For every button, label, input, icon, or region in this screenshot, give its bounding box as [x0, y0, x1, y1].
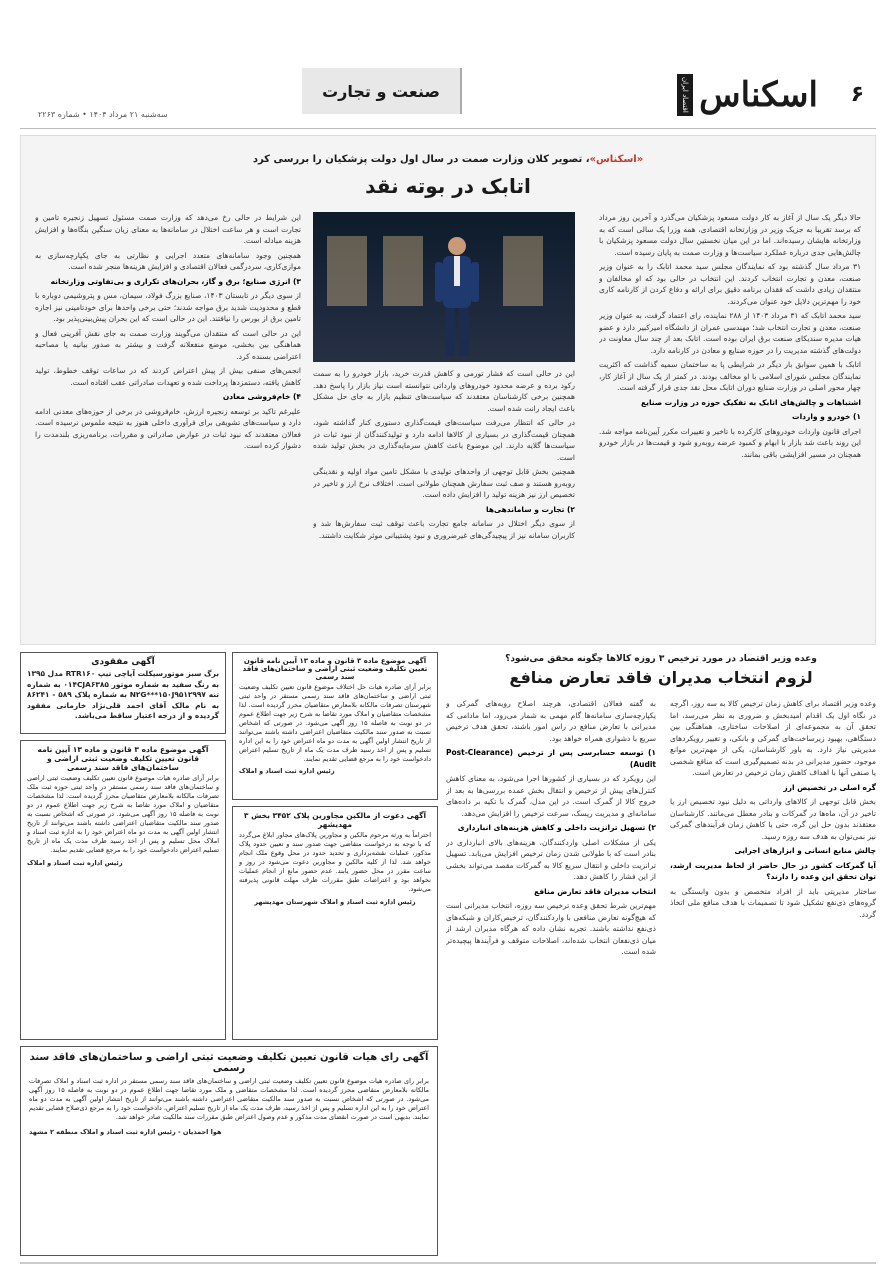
subheading: ۱) توسعه حسابرسی پس از ترخیص (Post-Clearance Audit)	[446, 748, 656, 769]
story-column-left	[35, 212, 301, 637]
ad-title: آگهی مفقودی	[91, 657, 155, 667]
section-title: صنعت و تجارت	[302, 68, 462, 114]
lost-document-ad	[20, 652, 226, 734]
subheading: گره اصلی در تخصیص ارز	[783, 782, 876, 792]
paragraph: به گفته فعالان اقتصادی، هرچند اصلاح رویه‌های گمرکی و یکپارچه‌سازی سامانه‌ها گام مهمی به شمار می‌رود، اما مادامی که مدیرانی با تعارض منافع در راس امور باشند، تحقق هدف ترخیص سریع با دشواری همراه خواهد بود.	[446, 699, 656, 743]
minister-figure	[433, 232, 481, 360]
story-headline: اتابک در بوته نقد	[365, 174, 531, 198]
ad-signature: رئیس اداره ثبت اسناد و املاک شهرستان مهدیشهر	[254, 898, 416, 906]
subheading: آیا گمرکات کشور در حال حاضر از لحاظ مدیریت ارشد، توان تحقق این وعده را دارند؟	[670, 860, 876, 881]
registry-notice-ad-2	[232, 652, 438, 800]
paragraph: این در حالی است که منتقدان می‌گویند وزارت صمت به جای نقش آفرینی فعال و هماهنگی بین بخشی، موضع منفعلانه گرفت و بیشتر به صدور بیانیه یا مصاحبه اعتراضی بسنده کرد.	[35, 328, 301, 361]
paragraph: اجرای قانون واردات خودروهای کارکرده با تاخیر و تغییرات مکرر آیین‌نامه مواجه شد. این روند باعث شد بازار با ابهام و کمبود عرضه روبه‌رو شود و قیمت‌ها در بازار خودرو همچنان در مسیر افزایشی باقی بمانند.	[599, 426, 861, 459]
paragraph: اتابک با همین سوابق بار دیگر در شرایطی پا به ساختمان سمیه گذاشت که اکثریت نمایندگان مجلس شورای اسلامی با او مخالف بودند. در کمتر از یک سال از آغاز کار، چهار محور اصلی در وزارت صنایع دوران اتابک محل نقد جدی قرار گرفته است.	[599, 360, 861, 392]
page-number: ۶	[850, 82, 864, 107]
registry-notice-ad	[20, 740, 226, 1040]
kicker-brand: «اسکناس»	[589, 154, 644, 165]
paragraph: علیرغم تاکید بر توسعه زنجیره ارزش، خام‌فروشی در برخی از حوزه‌های معدنی ادامه دارد و سیاست‌های تشویقی برای فرآوری داخلی هنوز به نتیجه ملموس نرسیده است. فعالان معتقدند که نبود ثبات در عوارض صادراتی و مقررات، برنامه‌ریزی بلندمدت را دشوار کرده است.	[35, 406, 301, 450]
story-photo	[313, 212, 575, 362]
subheading: انتخاب مدیران فاقد تعارض منافع	[534, 886, 656, 896]
story-column-right	[599, 212, 861, 637]
story-kicker: وعده وزیر اقتصاد در مورد ترخیص ۳ روزه کالاها چگونه محقق می‌شود؟	[505, 654, 817, 664]
paragraph: انجمن‌های صنفی بیش از پیش اعتراض کردند که در ساعات توقف خطوط، تولید کاهش یافته، دستمزدها پرداخت شده و تعهدات صادراتی عقب افتاده است.	[35, 366, 301, 387]
paragraph: همچنین بخش قابل توجهی از واحدهای تولیدی با مشکل تامین مواد اولیه و نقدینگی روبه‌رو هستند و صف ثبت سفارش همچنان طولانی است. اختلاف نرخ ارز و تاخیر در تخصیص ارز نیز هزینه تولید را افزایش داده است.	[313, 467, 575, 499]
ad-signature: هوا احمدیان - رئیس اداره ثبت اسناد و املاک منطقه ۲ مشهد	[29, 1128, 222, 1136]
paragraph: ساختار مدیریتی باید از افراد متخصص و بدون وابستگی به گروه‌های ذی‌نفع تشکیل شود تا تصمیمات با هدف منافع ملی اتخاذ گردد.	[670, 886, 876, 919]
ad-title: آگهی موضوع ماده ۳ قانون و ماده ۱۳ آیین نامه قانون تعیین تکلیف وضعیت ثبتی اراضی و ساختمان‌های فاقد سند رسمی	[242, 657, 428, 681]
story-kicker	[21, 154, 875, 165]
paragraph: همچنین وجود سامانه‌های متعدد اجرایی و نظارتی به جای یکپارچه‌سازی به موازی‌کاری، سردرگمی فعالان اقتصادی و افزایش هزینه‌ها منجر شده است.	[35, 250, 301, 271]
page-header	[20, 68, 876, 128]
registry-vote-notice-ad	[20, 1046, 438, 1256]
logo-wordmark: اسکناس	[699, 75, 818, 115]
ad-signature: رئیس اداره ثبت اسناد و املاک	[27, 859, 123, 867]
photo-window-light	[503, 236, 543, 306]
paragraph: این شرایط در حالی رخ می‌دهد که وزارت صمت مسئول تسهیل زنجیره تامین و تجارت است و هر ساعت اختلال در سامانه‌ها به معنای زیان سنگین بنگاه‌ها و افزایش هزینه مبادله است.	[35, 213, 301, 245]
subheading: ۱) خودرو و واردات	[792, 412, 861, 421]
paragraph: از سوی دیگر اختلال در سامانه جامع تجارت باعث توقف ثبت سفارش‌ها شد و کاربران سامانه نیز از پیچیدگی‌های غیرضروری و نبود پشتیبانی موثر شکایت داشتند.	[313, 519, 575, 540]
photo-window-light	[383, 236, 423, 306]
story-column-right	[670, 698, 876, 1254]
paragraph: یکی از مشکلات اصلی واردکنندگان، هزینه‌های بالای انبارداری در بنادر است که با طولانی شدن زمان ترخیص افزایش می‌یابد. تسهیل ترانزیت داخلی و انتقال سریع کالا به گمرکات مقصد می‌تواند بخشی از این فشار را کاهش دهد.	[446, 837, 656, 881]
ad-body: برابر آرای صادره هیات حل اختلاف موضوع قانون تعیین تکلیف وضعیت ثبتی اراضی و ساختمان‌های فاقد سند رسمی مستقر در واحد ثبتی شهرستان تصرفات مالکانه بلامعارض متقاضیان محرز گردیده است. لذا مشخصات متقاضیان و املاک مورد تقاضا به شرح زیر جهت اطلاع عموم در دو نوبت به فاصله ۱۵ روز آگهی می‌شود. در صورتی که اشخاص نسبت به صدور سند مالکیت متقاضیان اعتراضی داشته باشند می‌توانند از تاریخ انتشار اولین آگهی به مدت دو ماه اعتراض خود را به این اداره تسلیم و پس از اخذ رسید ظرف مدت یک ماه از تاریخ تسلیم اعتراض دادخواست خود را به مرجع قضایی تقدیم نمایند.	[239, 683, 431, 763]
subheading: چالش منابع انسانی و ابزارهای اجرایی	[734, 846, 876, 855]
paragraph: از سوی دیگر در تابستان ۱۴۰۳، صنایع بزرگ فولاد، سیمان، مس و پتروشیمی دوباره با قطع و محدودیت شدید برق مواجه شدند؛ حتی برخی واحدها برای خودتامینی نیز اجازه تامین برق از بورس را نیافتند. این در حالی است که این بحران پیش‌بینی‌پذیر بود.	[35, 291, 301, 323]
customs-story	[446, 652, 876, 1256]
ad-title: آگهی دعوت از مالکین مجاورین پلاک ۳۴۵۲ بخش ۳ مهدیشهر	[243, 811, 427, 829]
subheading: اشتباهات و چالش‌های اتابک به تفکیک حوزه در وزارت صنایع	[641, 397, 861, 407]
subheading: ۴) خام‌فروشی معادن	[222, 392, 301, 401]
story-column-middle	[313, 368, 575, 638]
subheading: ۳) انرژی صنایع؛ برق و گاز، بحران‌های تکراری و بی‌تفاوتی وزارتخانه	[50, 276, 301, 286]
footer-divider	[20, 1262, 876, 1264]
paragraph: این رویکرد که در بسیاری از کشورها اجرا می‌شود، به معنای کاهش کنترل‌های پیش از ترخیص و انتقال بخش عمده بررسی‌ها به بعد از خروج کالا از گمرک است. در این مدل، گمرک با تکیه بر داده‌های سامانه‌ای و مدیریت ریسک، سرعت ترخیص را افزایش می‌دهد.	[446, 774, 656, 818]
paragraph: وعده وزیر اقتصاد برای کاهش زمان ترخیص کالا به سه روز، اگرچه در نگاه اول یک اقدام امیدبخش و ضروری به نظر می‌رسد، اما تحقق آن به مجموعه‌ای از اصلاحات ساختاری، هماهنگی بین دستگاهی، بهبود زیرساخت‌های گمرکی و بانکی، و تغییر رویکردهای مدیریتی نیاز دارد. به باور کارشناسان، یکی از مهم‌ترین موانع موجود، حضور مدیرانی در بدنه تصمیم‌گیری است که منافع شخصی یا صنفی آنها با اهداف کاهش زمان ترخیص در تعارض است.	[670, 699, 876, 777]
ad-title: آگهی موضوع ماده ۳ قانون و ماده ۱۳ آیین نامه قانون تعیین تکلیف وضعیت ثبتی اراضی و ساختمان‌های فاقد سند رسمی	[37, 745, 209, 772]
paragraph: ۳۱ مرداد سال گذشته بود که نمایندگان مجلس سید محمد اتابک را به عنوان وزیر صنعت، معدن و تجارت انتخاب کردند. این انتخاب در حالی بود که او مخالفان و منتقدان زیادی داشت که فقدان برنامه دقیق برای ارائه و دفاع کردن از کارنامه کاری خود را مهم‌ترین دلایل خود عنوان می‌کردند.	[599, 262, 861, 306]
paragraph: سید محمد اتابک که ۳۱ مرداد ۱۴۰۳ از ۲۸۸ نماینده، رای اعتماد گرفت، به ‌عنوان وزیر صنعت، معدن و تجارت انتخاب شد؛ مهندسی عمران از دانشگاه امیرکبیر دارد و عضو هیات مدیره سندیکای صنعت برق ایران بوده است. اتابک بعد از چند سال معاونت در دولت‌های گذشته مدیریت را در حوزه صنایع و معادن در کارنامه دارد.	[599, 311, 861, 355]
ad-body: برابر آرای صادره هیات موضوع قانون تعیین تکلیف وضعیت ثبتی اراضی و ساختمان‌های فاقد سند رسمی مستقر در واحد ثبتی حوزه ثبت ملک تصرفات مالکانه بلامعارض متقاضیان محرز گردیده است. لذا مشخصات متقاضیان و املاک مورد تقاضا به شرح زیر جهت اطلاع عموم در دو نوبت به فاصله ۱۵ روز آگهی می‌شود. در صورتی که اشخاص نسبت به صدور سند مالکیت متقاضیان اعتراضی داشته باشند می‌توانند از تاریخ انتشار اولین آگهی به مدت دو ماه اعتراض خود را به اداره ثبت اسناد و املاک محل تسلیم و پس از اخذ رسید ظرف مدت یک ماه از تاریخ تسلیم اعتراض دادخواست خود را به مرجع قضایی تقدیم نمایند.	[27, 774, 219, 854]
issue-date-line: سه‌شنبه ۲۱ مرداد ۱۴۰۴ • شماره ۲۲۶۳	[38, 110, 168, 119]
boundary-invitation-ad	[232, 806, 438, 1040]
top-story	[20, 135, 876, 645]
paragraph: بخش قابل توجهی از کالاهای وارداتی به دلیل نبود تخصیص ارز یا تاخیر در آن، ماه‌ها در گمرکات و بنادر معطل می‌مانند. کارشناسان معتقدند بدون حل این گره، حتی با کاهش زمان فرآیندهای گمرکی نیز نمی‌توان به هدف سه روزه رسید.	[670, 797, 876, 841]
story-column-left	[446, 698, 656, 1254]
paragraph: این در حالی است که فشار تورمی و کاهش قدرت خرید، بازار خودرو را به سمت رکود برده و عرضه محدود خودروهای وارداتی نتوانسته است نیاز بازار را پاسخ دهد. همچنین برخی کارشناسان معتقدند که سیاست‌های تنظیم بازار به جای حل مشکل باعث ایجاد رانت شده است.	[313, 369, 575, 413]
paragraph: حالا دیگر یک سال از آغاز به کار دولت مسعود پزشکیان می‌گذرد و آخرین روز مرداد که برسد تقریبا به جزیک وزیر در وزارتخانه اقتصادی، همه وزرا یک سالی است که به وزارتخانه هایشان رسیده‌اند. اما در این میان نخستین سال دولت مسعود پزشکیان با چالش‌هایی جدی درباره عملکرد سیاست‌ها و وزارت صمت به پایان رسیده است.	[599, 213, 861, 257]
kicker-text: ، تصویر کلان وزارت صمت در سال اول دولت پزشکیان را بررسی کرد	[252, 154, 590, 165]
subheading: ۲) تجارت و ساماندهی‌ها	[486, 504, 575, 514]
ad-body: احتراماً به ورثه مرحوم مالکین و مجاورین پلاک‌های مجاور ابلاغ می‌گردد که با توجه به درخواست متقاضی جهت صدور سند و تعیین حدود پلاک مذکور، عملیات نقشه‌برداری و تحدید حدود در محل وقوع ملک انجام خواهد شد. لذا از کلیه مالکین و مجاورین دعوت می‌شود در روز و ساعت مقرر در محل حضور یابند. عدم حضور مانع از انجام عملیات نخواهد بود و اعتراضات طبق مقررات ظرف مهلت قانونی پذیرفته می‌شود.	[239, 831, 431, 893]
ad-signature: رئیس اداره ثبت اسناد و املاک	[239, 767, 335, 775]
logo-badge: اقتصاد ایران	[677, 74, 693, 116]
ad-body: برگ سبز موتورسیکلت آپاچی تیپ RTR۱۶۰ مدل ۱۳۹۵ به رنگ سفید به شماره موتور ۰۱۴CJA۶۳۸۵ به شماره تنه N۲G***۱۵۰J۹۵۱۲۹۹۷ به شماره پلاک ۵۸۹ - ۸۶۲۴۱ به نام مالک آقای احمد قلی‌نژاد خارمانی مفقود گردیده و از درجه اعتبار ساقط می‌باشد.	[27, 669, 219, 720]
header-divider	[20, 128, 876, 129]
subheading: ۲) تسهیل ترانزیت داخلی و کاهش هزینه‌های انبارداری	[457, 823, 656, 832]
masthead-logo	[677, 74, 818, 116]
photo-window-light	[327, 236, 367, 306]
ad-title: آگهی رای هیات قانون تعیین تکلیف وضعیت ثبتی اراضی و ساختمان‌های فاقد سند رسمی	[29, 1052, 429, 1074]
story-headline: لزوم انتخاب مدیران فاقد تعارض منافع	[509, 668, 813, 687]
paragraph: در حالی که انتظار می‌رفت سیاست‌های قیمت‌گذاری دستوری کنار گذاشته شود، همچنان قیمت‌گذاری در بسیاری از کالاها ادامه دارد و تولیدکنندگان از نبود ثبات در سیاست‌ها گلایه دارند. این موضوع باعث کاهش سرمایه‌گذاری در بخش تولید شده است.	[313, 418, 575, 462]
paragraph: مهم‌ترین شرط تحقق وعده ترخیص سه روزه، انتخاب مدیرانی است که هیچ‌گونه تعارض منافعی با واردکنندگان، ترخیص‌کاران و شبکه‌های ذی‌نفع نداشته باشند. تجربه نشان داده که هرگاه مدیران ارشد از میان ذی‌نفعان انتخاب شده‌اند، اصلاحات متوقف و فرآیندها پیچیده‌تر شده است.	[446, 901, 656, 956]
ad-body: برابر رای صادره هیات موضوع قانون تعیین تکلیف وضعیت ثبتی اراضی و ساختمان‌های فاقد سند رسمی مستقر در اداره ثبت اسناد و املاک تصرفات مالکانه بلامعارض متقاضی محرز گردیده است. لذا مشخصات متقاضی و ملک مورد تقاضا جهت اطلاع عموم در دو نوبت به فاصله ۱۵ روز آگهی می‌شود. در صورتی که اشخاص نسبت به صدور سند مالکیت متقاضی اعتراضی داشته باشند می‌توانند از تاریخ انتشار اولین آگهی به مدت دو ماه اعتراض خود را به این اداره تسلیم و پس از اخذ رسید، ظرف مدت یک ماه از تاریخ تسلیم اعتراض، دادخواست خود را به مرجع ذی‌صلاح قضایی تقدیم نمایند. بدیهی است در صورت انقضای مدت مذکور و عدم وصول اعتراض طبق مقررات سند مالکیت صادر خواهد شد.	[29, 1077, 429, 1121]
